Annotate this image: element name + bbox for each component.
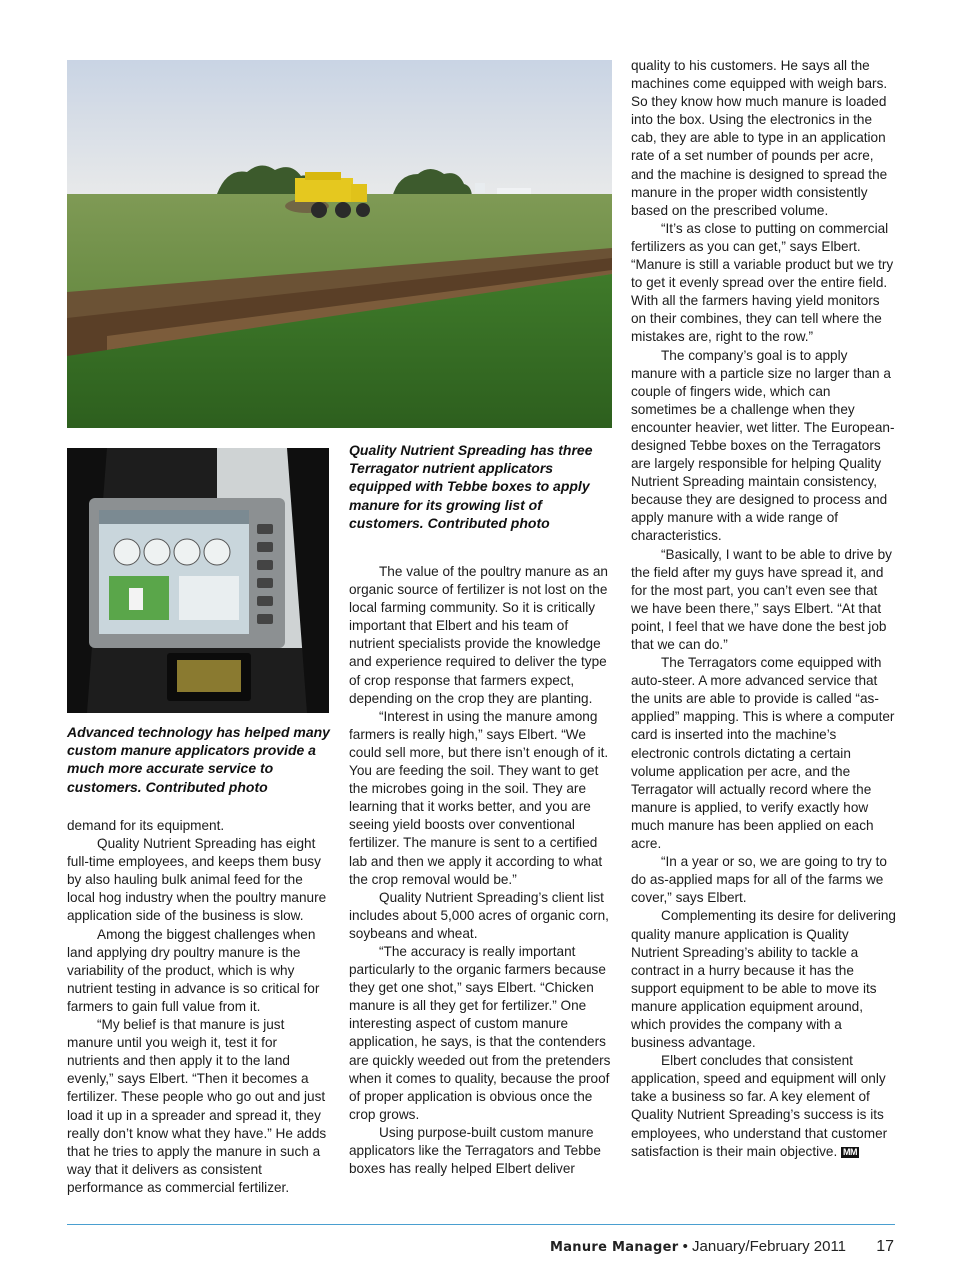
end-mark-logo: MM <box>843 1146 858 1157</box>
footer-divider <box>67 1224 895 1225</box>
footer-separator: • <box>682 1238 688 1255</box>
cab-photo-illustration <box>67 448 329 713</box>
photo-caption-cab: Advanced technology has helped many custom manure applicators provide a much more accurate service to customers. Contributed photo <box>67 724 330 795</box>
paragraph: “Basically, I want to be able to drive by the field after my guys have spread it, and for the most part, you can’t even see that we have been there,” says Elbert. “At that point, I feel that we have done the best job that we can do.” <box>631 546 892 652</box>
page-number: 17 <box>876 1238 894 1255</box>
photo-caption-field: Quality Nutrient Spreading has three Terragator nutrient applicators equipped with Tebbe boxes to apply manure for its growing list of customers. Contributed photo <box>349 442 593 531</box>
paragraph: Quality Nutrient Spreading has eight full-time employees, and keeps them busy by also hauling bulk animal feed for the local hog industry when the poultry manure application side of the business is slow. <box>67 836 327 924</box>
paragraph: Among the biggest challenges when land applying dry poultry manure is the variability of the product, which is why nutrient testing in advance is so critical for farmers to gain full value from it. <box>67 926 320 1014</box>
paragraph: “It’s as close to putting on commercial fertilizers as you can get,” says Elbert. “Manure is still a variable product but we try to get it evenly spread over the entire field. With all the farmers having yield monitors on their combines, they can tell where the mistakes are, right to the row.” <box>631 220 894 345</box>
article-column-right <box>631 57 896 1161</box>
paragraph: The value of the poultry manure as an organic source of fertilizer is not lost on the local farming community. So it is critically important that Elbert and his team of nutrient specialists provide the knowledge and experience required to deliver the type of crop response that farmers expect, depending on the crop they are planting. <box>349 564 608 706</box>
field-photo-illustration <box>67 60 612 428</box>
article-column-middle <box>349 563 611 1178</box>
paragraph: Complementing its desire for delivering quality manure application is Quality Nutrient Spreading’s ability to tackle a contract in a hurry because it has the support equipment to be able to move its manure application equipment around, which provides the company with a business advantage. <box>631 908 896 1051</box>
publication-name: Manure Manager <box>549 1240 679 1255</box>
paragraph: “My belief is that manure is just manure until you weigh it, test it for nutrients and then apply it to the land evenly,” says Elbert. “Then it becomes a fertilizer. These people who go out and just load it up in a spreader and spread it, they really don’t know what they have.” He adds that he tries to apply the manure in such a way that it delivers as consistent performance as commercial fertilizer. <box>67 1017 327 1195</box>
article-column-left <box>67 817 329 1197</box>
photo-cab-monitor <box>67 448 329 713</box>
page-footer <box>550 1238 894 1256</box>
paragraph: The Terragators come equipped with auto-steer. A more advanced service that the units are able to provide is called “as-applied” mapping. This is where a computer card is inserted into the machine’s electronic controls dictating a certain volume application per acre, and the Terragator will actually record where the manure is applied, to verify exactly how much manure has been applied on each acre. <box>631 655 895 852</box>
paragraph: Using purpose-built custom manure applicators like the Terragators and Tebbe boxes has really helped Elbert deliver <box>349 1124 601 1177</box>
photo-terragator-field <box>67 60 612 428</box>
paragraph: The company’s goal is to apply manure with a particle size no larger than a couple of fingers wide, which can sometimes be a challenge when they encounter heavier, wet litter. The European-designed Tebbe boxes on the Terragators are largely responsible for helping Quality Nutrient Spreading maintain consistency, because they are designed to process and apply manure with a wide range of characteristics. <box>631 347 895 544</box>
paragraph-final <box>631 1052 896 1161</box>
paragraph: “In a year or so, we are going to try to do as-applied maps for all of the farms we cover,” says Elbert. <box>631 854 887 906</box>
paragraph-final-text: Elbert concludes that consistent application, speed and equipment will only take a business so far. A key element of Quality Nutrient Spreading’s success is its employees, who understand that customer satisfaction is their main objective. <box>631 1053 888 1159</box>
paragraph: “The accuracy is really important particularly to the organic farmers because they get one shot,” says Elbert. “Chicken manure is all they get for fertilizer.” One interesting aspect of custom manure application, he says, is that the contenders are quickly weeded out from the pretenders when it comes to quality, because the proof of proper application is obvious once the crop grows. <box>349 943 611 1122</box>
paragraph: quality to his customers. He says all the machines come equipped with weigh bars. So they know how much manure is loaded into the box. Using the electronics in the cab, they are able to type in an application rate of a set number of pounds per acre, and the machine is designed to spread the manure in the proper width consistently based on the prescribed volume. <box>631 58 888 218</box>
paragraph: “Interest in using the manure among farmers is really high,” says Elbert. “We could sell more, but there isn’t enough of it. You are feeding the soil. They want to get the microbes going in the soil. They are learning that it works better, and you are seeing yield boosts over conventional fertilizer. The manure is sent to a certified lab and then we apply it according to what the crop removal would be.” <box>349 708 609 887</box>
paragraph: Quality Nutrient Spreading’s client list includes about 5,000 acres of organic corn, soybeans and wheat. <box>349 889 609 941</box>
paragraph: demand for its equipment. <box>67 818 225 833</box>
issue-date: January/February 2011 <box>692 1238 847 1255</box>
